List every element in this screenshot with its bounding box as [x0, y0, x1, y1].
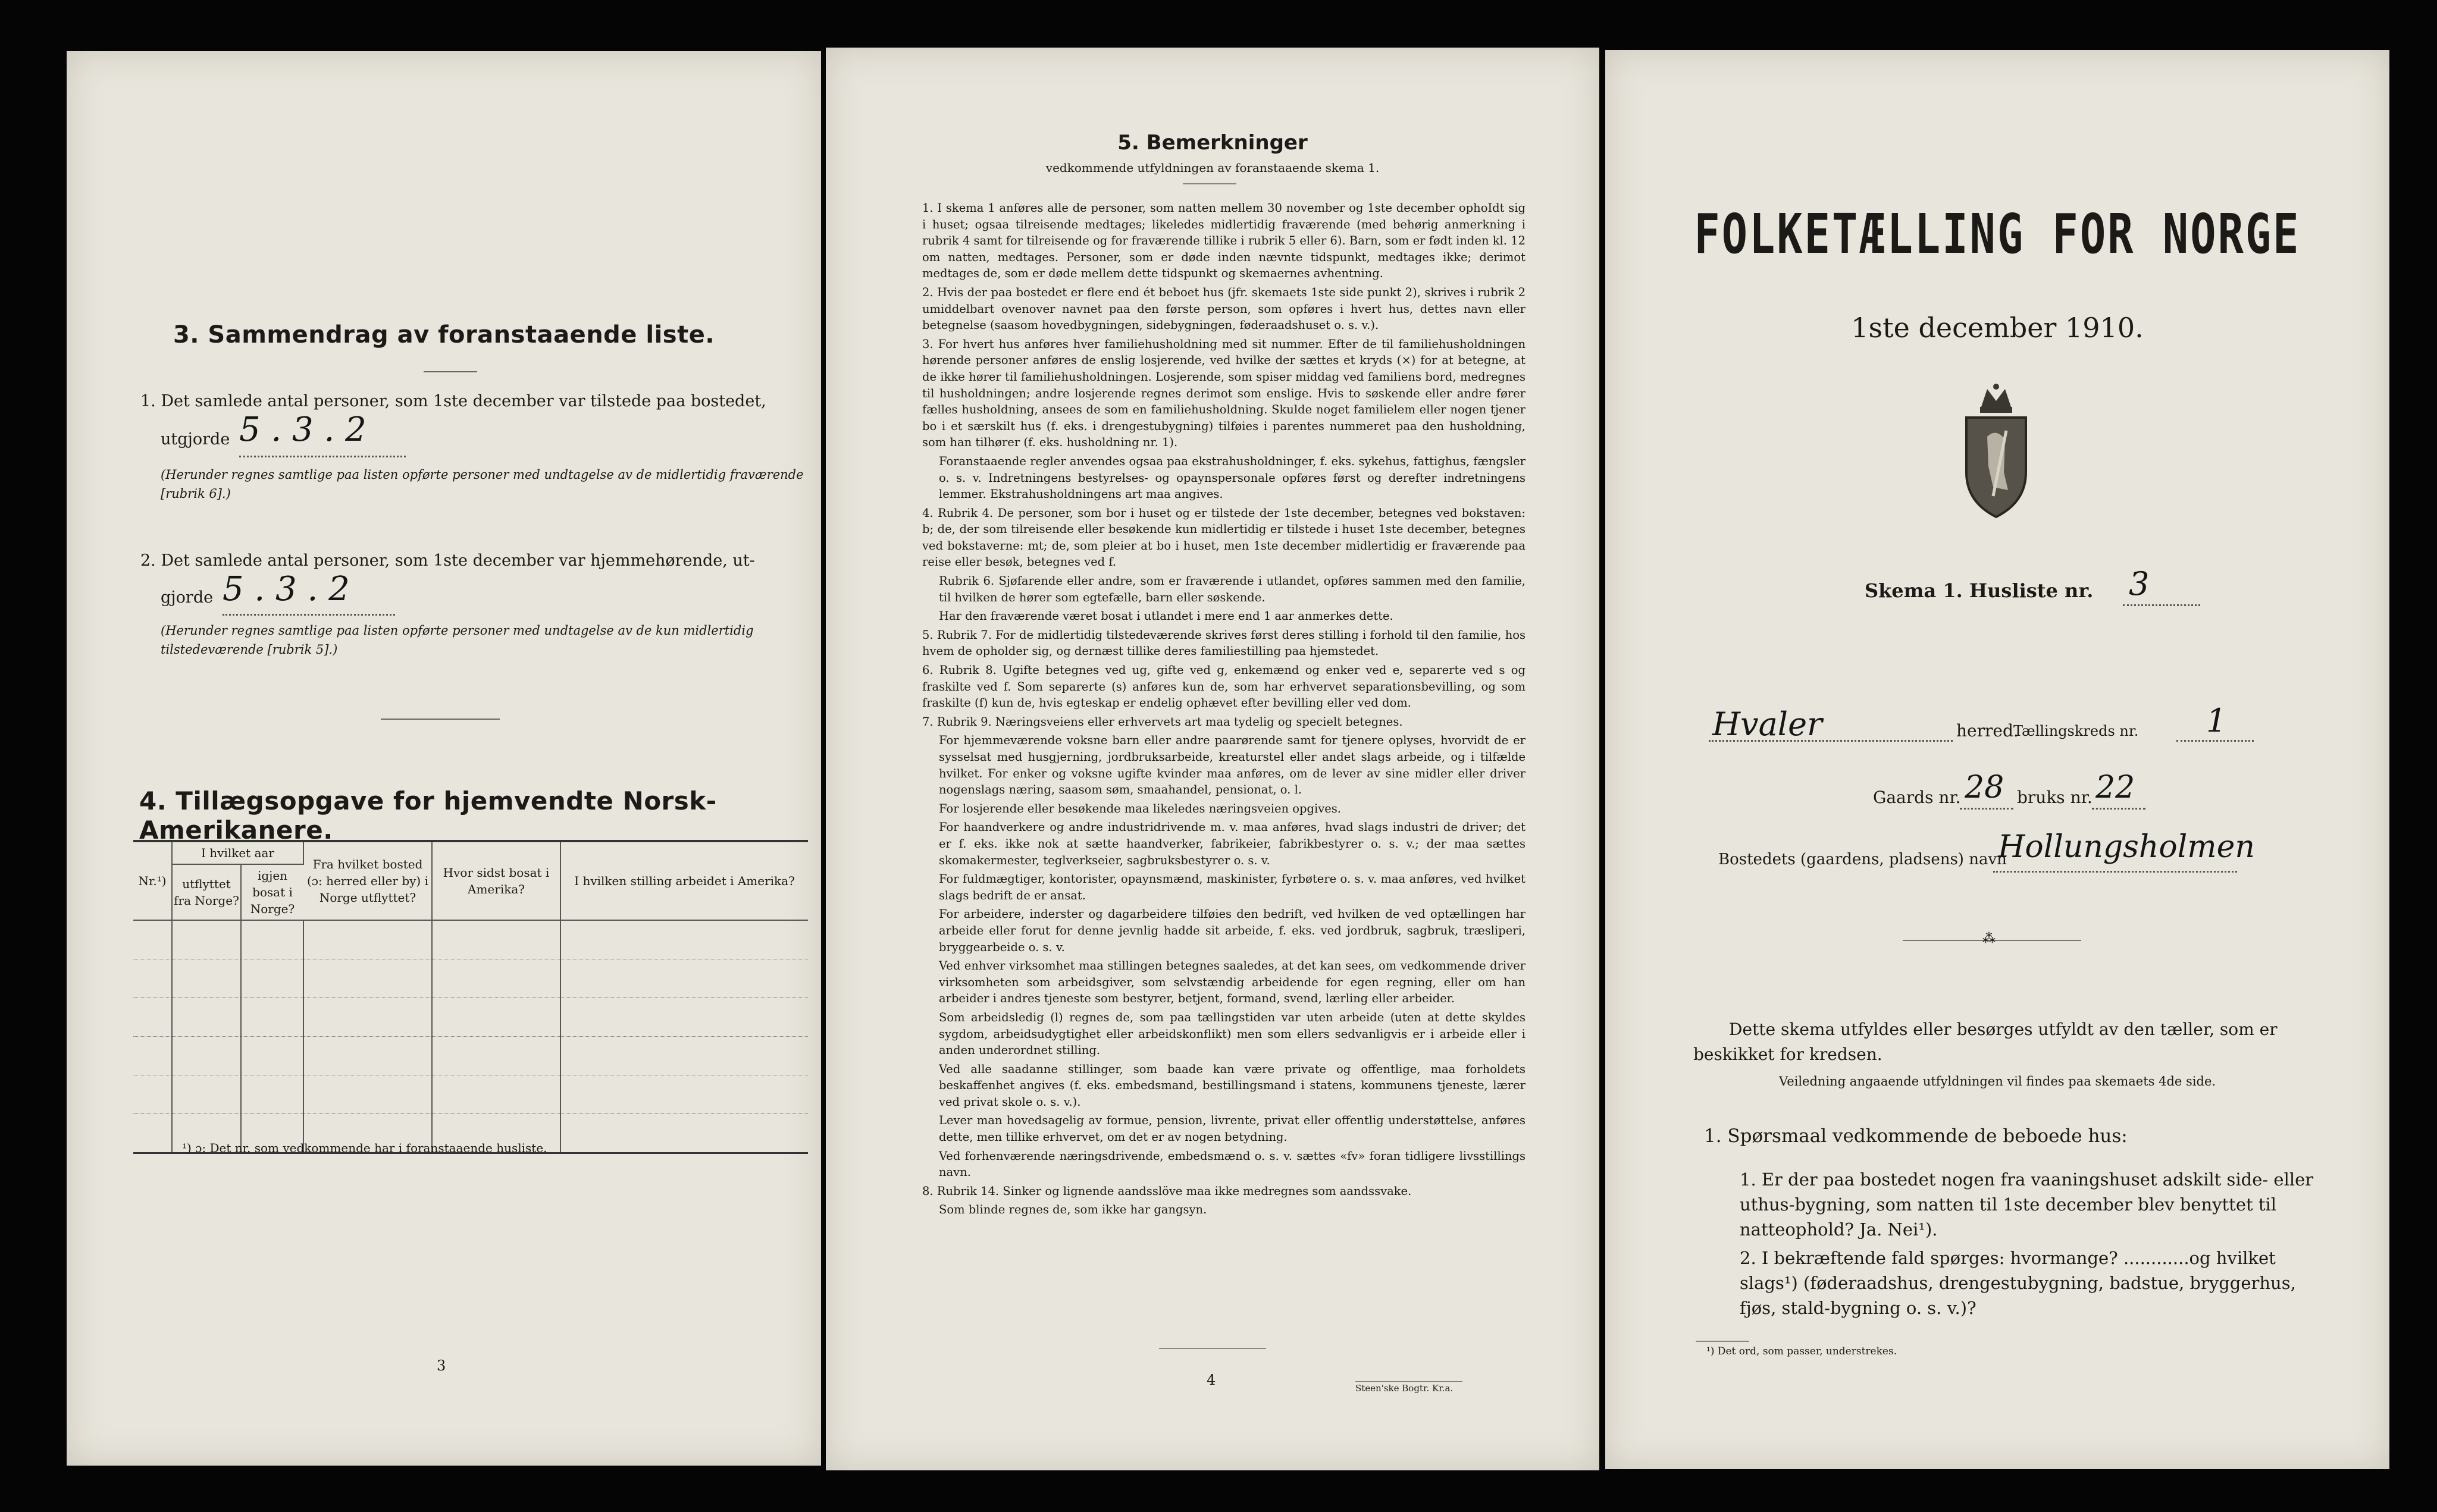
gaards-dotline	[1960, 808, 2013, 810]
bruks-label: bruks nr.	[2017, 788, 2093, 807]
census-title: FOLKETÆLLING FOR NORGE	[1694, 202, 2301, 266]
coat-of-arms-emblem	[1952, 383, 2041, 520]
remark-7: 7. Rubrik 9. Næringsveiens eller erhvervets art maa tydelig og specielt betegnes.	[922, 714, 1403, 729]
left-page	[67, 51, 821, 1466]
question-2: 2. I bekræftende fald spørges: hvormange? ............og hvilket slags¹) (føderaadshus, drengestubygning, badstue, bryggerhus, fjøs, stald-bygning o. s. v.)?	[1740, 1248, 2296, 1318]
divider	[1696, 1341, 1749, 1342]
divider	[1159, 1348, 1266, 1349]
herred-value: Hvaler	[1712, 705, 1822, 743]
middle-page	[826, 48, 1599, 1470]
remark-7f: For arbeidere, inderster og dagarbeidere tilføies den bedrift, ved hvilken de ved optællingen har arbeide eller forut for denne jevnlig hadde sit arbeide, f. eks. ved jordbruk, sagbruk, træsliperi, bryggearbeide o. s. v.	[939, 907, 1526, 954]
remark-6: 6. Rubrik 8. Ugifte betegnes ved ug, gifte ved g, enkemænd og enker ved e, separerte ved s og fraskilte ved f. Som separerte (s) anføres kun de, som har erhvervet separationsbevilling, og som fraskilte (f) kun de, hvis egteskap er endelig ophævet efter bevilling eller ved dom.	[922, 663, 1526, 710]
norsk-amerikanere-table	[133, 840, 808, 1154]
col-utflyttet: utflyttet fra Norge?	[172, 864, 241, 920]
remark-7h: Som arbeidsledig (l) regnes de, som paa tællingstiden var uten arbeide (uten at dette skyldes sygdom, arbeidsudygtighet eller arbeidskonflikt) men som ellers sedvanligvis er i arbeide eller i anden underordnet stilling.	[939, 1010, 1526, 1058]
table-row	[133, 1075, 808, 1114]
remark-5: 5. Rubrik 7. For de midlertidig tilstedeværende skrives først deres stilling i forhold til den familie, hos hvem de opholder sig, og dernæst tillike deres familiestilling paa hjemstedet.	[922, 628, 1526, 658]
col-nr: Nr.¹)	[133, 841, 172, 920]
remark-4c: Har den fraværende været bosat i utlandet i mere end 1 aar anmerkes dette.	[939, 609, 1393, 623]
bruks-dotline	[2092, 808, 2145, 810]
remark-4: 4. Rubrik 4. De personer, som bor i huset og er tilstede der 1ste december, betegnes ved bokstaven: b; de, der som tilreisende eller besøkende kun midlertidig er tilstede i huset 1ste december, betegnes ved bokstaverne: mt; de, som pleier at bo i huset, men 1ste december midlertidig er fraværende paa reise eller besøk, betegnes ved f.	[922, 506, 1526, 569]
bosted-dotline	[1993, 871, 2237, 873]
right-footnote: ¹) Det ord, som passer, understrekes.	[1706, 1345, 1897, 1357]
item1-handwritten-value: 5 . 3 . 2	[239, 410, 367, 449]
remark-7j: Lever man hovedsagelig av formue, pension, livrente, privat eller offentlig understøttelse, anføres dette, men tillike erhvervet, om det er av nogen betydning.	[939, 1113, 1526, 1144]
table-row	[133, 1037, 808, 1075]
bruks-value: 22	[2095, 770, 2135, 805]
remark-7i: Ved alle saadanne stillinger, som baade kan være private og offentlige, maa forholdets beskaffenhet angives (f. eks. embedsmand, bestillingsmand i statens, kommunens tjeneste, lærer ved privat skole o. s. v.).	[939, 1062, 1526, 1109]
bosted-label: Bostedets (gaardens, pladsens) navn	[1718, 851, 2007, 868]
remark-4b: Rubrik 6. Sjøfarende eller andre, som er fraværende i utlandet, opføres sammen med den familie, til hvilken de hører som egtefælle, barn eller søskende.	[939, 574, 1526, 604]
remark-8: 8. Rubrik 14. Sinker og lignende aandsslöve maa ikke medregnes som aandssvake.	[922, 1184, 1412, 1198]
section3-title: 3. Sammendrag av foranstaaende liste.	[173, 321, 715, 349]
item1-dotline	[239, 456, 406, 457]
remark-7g: Ved enhver virksomhet maa stillingen betegnes saaledes, at det kan sees, om vedkommende driver virksomheten som arbeidsgiver, som selvstændig arbeidende for egen regning, eller om han arbeider i andres tjeneste som bestyrer, betjent, formand, svend, lærling eller arbeider.	[939, 959, 1526, 1006]
questions-heading: 1. Spørsmaal vedkommende de beboede hus:	[1704, 1125, 2128, 1147]
remark-1: 1. I skema 1 anføres alle de personer, som natten mellem 30 november og 1ste december ophoIdt sig i huset; ogsaa tilreisende medtages; likeledes midlertidig fraværende (med behørig anmerkning i rubrik 4 samt for tilreisende og for fraværende tillike i rubrik 5 eller 6). Barn, som er født inden kl. 12 om natten, medtages. Personer, som er døde inden nævnte tidspunkt, medtages ikke; derimot medtages de, som er døde mellem dette tidspunkt og skemaernes avhentning.	[922, 201, 1526, 281]
kreds-dotline	[2176, 740, 2254, 742]
section3-item1-note: (Herunder regnes samtlige paa listen opførte personer med undtagelse av de midlertidig fraværende [rubrik 6].)	[161, 468, 804, 501]
table-row	[133, 920, 808, 959]
remarks-body	[922, 200, 1526, 1221]
ornament-icon: ⁂	[1982, 931, 1996, 946]
section4-title: 4. Tillægsopgave for hjemvendte Norsk-Amerikanere.	[139, 786, 717, 845]
gaards-value: 28	[1965, 770, 2004, 805]
remark-7d: For haandverkere og andre industridrivende m. v. maa anføres, hvad slags industri de driver; det er f. eks. ikke nok at sætte haandverker, fabrikeier, fabrikbestyrer o. s. v.; der maa sættes skomakermester, teglverkseier, sagbruksbestyrer o. s. v.	[939, 820, 1526, 867]
herred-dotline	[1709, 740, 1953, 742]
remark-7k: Ved forhenværende næringsdrivende, embedsmænd o. s. v. sættes «fv» foran tidligere livsstillings navn.	[939, 1149, 1526, 1180]
remark-3b: Foranstaaende regler anvendes ogsaa paa ekstrahusholdninger, f. eks. sykehus, fattighus, fængsler o. s. v. Indretningens bestyrelses- og opaynspersonale opføres først og derefter indretningens lemmer. Ekstrahusholdningens art maa angives.	[939, 454, 1526, 501]
remark-2: 2. Hvis der paa bostedet er flere end ét beboet hus (jfr. skemaets 1ste side punkt 2), skrives i rubrik 2 umiddelbart ovenover navnet paa den første person, som opføres i hvert hus, dettes navn eller betegnelse (saasom hovedbygningen, sidebygningen, føderaadshuset o. s. v.).	[922, 285, 1526, 332]
remark-7c: For losjerende eller besøkende maa likeledes næringsveien opgives.	[939, 801, 1341, 815]
item2-dotline	[223, 614, 395, 616]
col-group-aar: I hvilket aar	[172, 841, 303, 864]
herred-label: herred.	[1956, 721, 2019, 741]
section3-item2-note: (Herunder regnes samtlige paa listen opførte personer med undtagelse av de kun midlertidig tilstedeværende [rubrik 5].)	[161, 623, 754, 657]
remark-7e: For fuldmægtiger, kontorister, opaynsmænd, maskinister, fyrbøtere o. s. v. maa anføres, ved hvilket slags bedrift de er ansat.	[939, 872, 1526, 902]
item2-handwritten-value: 5 . 3 . 2	[223, 570, 350, 608]
divider	[424, 371, 477, 372]
skema-label: Skema 1. Husliste nr.	[1865, 579, 2094, 602]
right-page	[1605, 50, 2389, 1469]
kreds-value: 1	[2206, 702, 2227, 739]
remark-7b: For hjemmeværende voksne barn eller andre paarørende samt for tjenere oplyses, hvorvidt de er sysselsat med husgjerning, jordbruksarbeide, kreaturstel eller andet slags arbeide, og i tilfælde hvilket. For enker og voksne ugifte kvinder maa anføres, om de lever av sine midler eller driver nogenslags næring, saasom søm, smaahandel, pensionat, o. l.	[939, 733, 1526, 797]
bosted-value: Hollungsholmen	[1998, 829, 2255, 865]
col-hvor-bosat: Hvor sidst bosat i Amerika?	[432, 841, 560, 920]
remark-3: 3. For hvert hus anføres hver familiehusholdning med sit nummer. Efter de til familiehusholdningen hørende personer anføres de enslig losjerende, ved hvilke der sættes et kryds (×) for at betegne, at de ikke hører til familiehusholdningen. Losjerende, som spiser middag ved familiens bord, medregnes til husholdningen; andre losjerende regnes derimot som enslige. Hvis to søskende eller andre fører fælles husholdning, ansees de som en familiehusholdning. Skulde noget familielem eller nogen tjener bo i et særskilt hus (f. eks. i drengestubygning) tilføies i parentes nummeret paa den husholdning, som han tilhører (f. eks. husholdning nr. 1).	[922, 337, 1526, 450]
table-row	[133, 959, 808, 998]
section4-footnote: ¹) ɔ: Det nr. som vedkommende har i foranstaaende husliste.	[182, 1141, 547, 1155]
divider	[381, 719, 500, 720]
instruction-note: Veiledning angaaende utfyldningen vil findes paa skemaets 4de side.	[1778, 1074, 2216, 1088]
col-fra-bosted: Fra hvilket bosted (ɔ: herred eller by) i Norge utflyttet?	[303, 841, 432, 920]
col-stilling: I hvilken stilling arbeidet i Amerika?	[560, 841, 808, 920]
remarks-subtitle: vedkommende utfyldningen av foranstaaende skema 1.	[1045, 161, 1380, 175]
section3-item1: 1. Det samlede antal personer, som 1ste december var tilstede paa bostedet,	[140, 392, 766, 410]
question-1: 1. Er der paa bostedet nogen fra vaaningshuset adskilt side- eller uthus-bygning, som natten til 1ste december blev benyttet til natteophold? Ja. Nei¹).	[1740, 1169, 2314, 1240]
col-igjen: igjen bosat i Norge?	[241, 864, 303, 920]
instruction-text: Dette skema utfyldes eller besørges utfyldt av den tæller, som er beskikket for kredsen.	[1693, 1019, 2278, 1064]
section3-item2: 2. Det samlede antal personer, som 1ste december var hjemmehørende, ut-	[140, 551, 755, 570]
husliste-dotline	[2123, 604, 2200, 606]
census-date: 1ste december 1910.	[1851, 312, 2144, 344]
item1-utgjorde-label: utgjorde	[161, 430, 230, 448]
remarks-title: 5. Bemerkninger	[1117, 131, 1308, 155]
remark-8b: Som blinde regnes de, som ikke har gangsyn.	[939, 1203, 1207, 1217]
item2-utgjorde-label: gjorde	[161, 588, 214, 607]
printer-imprint: Steen'ske Bogtr. Kr.a.	[1355, 1381, 1462, 1394]
gaards-label: Gaards nr.	[1873, 788, 1961, 807]
page-number: 4	[1207, 1372, 1216, 1388]
table-row	[133, 998, 808, 1037]
page-number: 3	[437, 1357, 446, 1374]
divider	[1183, 183, 1236, 184]
kreds-label: Tællingskreds nr.	[2013, 723, 2139, 739]
husliste-nr-value: 3	[2129, 565, 2150, 603]
